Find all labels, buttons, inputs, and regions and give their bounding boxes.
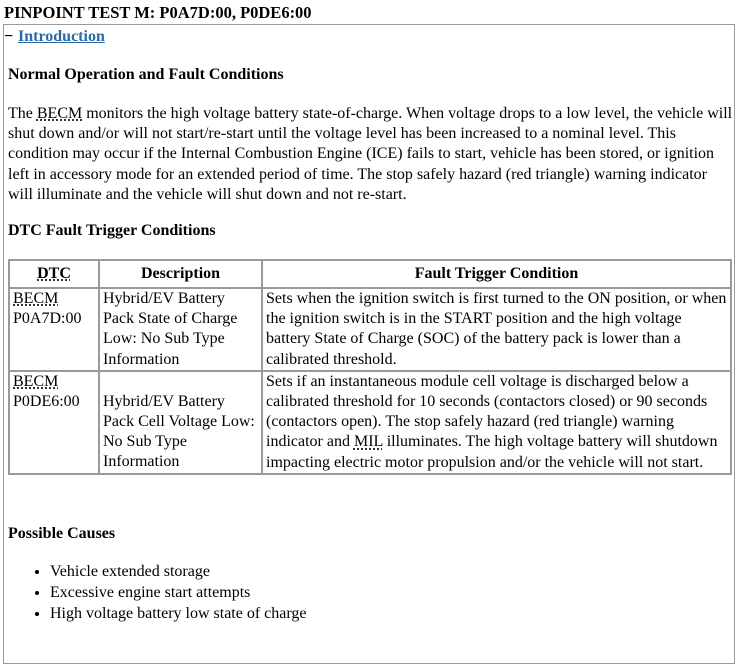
column-header-description: Description <box>99 260 262 288</box>
condition-text: Sets if an instantaneous module cell voltage is discharged below a calibrated threshold for 10 seconds (contactors closed) or 90 seconds (contactors open). The stop safely hazard (red triangle) warning indicator and <box>266 372 708 451</box>
list-item: • High voltage battery low state of charge <box>50 603 307 624</box>
table-row <box>9 371 731 474</box>
list-item: • Vehicle extended storage <box>50 561 307 582</box>
page-title: PINPOINT TEST M: P0A7D:00, P0DE6:00 <box>4 3 312 22</box>
condition-text: Sets when the ignition switch is first turned to the ON position, or when the ignition switch is in the START position and the high voltage battery State of Charge (SOC) of the battery pack is lower than a calibrated threshold. <box>266 290 727 368</box>
fault-trigger-cell <box>262 371 731 474</box>
dtc-cell <box>9 288 99 371</box>
description-cell: Hybrid/EV Battery Pack Cell Voltage Low: No Sub Type Information <box>99 371 262 474</box>
normal-operation-heading: Normal Operation and Fault Conditions <box>8 66 284 83</box>
introduction-link[interactable]: Introduction <box>18 28 105 45</box>
normal-text-part: monitors the high voltage battery state-of-charge. When voltage drops to a low level, the vehicle will shut down and/or will not start/re-start until the voltage level has been increased to a nominal level. This condition may occur if the Internal Combustion Engine (ICE) fails to start, vehicle has been stored, or ignition left in accessory mode for an extended period of time. The stop safely hazard (red triangle) warning indicator will illuminate and the vehicle will shut down and not re-start. <box>8 105 733 203</box>
possible-causes-list <box>8 561 307 624</box>
column-header-fault-trigger: Fault Trigger Condition <box>262 260 731 288</box>
normal-text-part: The <box>8 105 37 122</box>
possible-causes-heading: Possible Causes <box>8 525 116 542</box>
table-header-row <box>9 260 731 288</box>
dtc-abbreviation[interactable]: DTC <box>37 264 71 282</box>
list-item: • Excessive engine start attempts <box>50 582 307 603</box>
collapse-icon[interactable]: − <box>4 28 14 45</box>
condition-text: illuminates. The high voltage battery will shutdown impacting electric motor propulsion and/or the vehicle will not start. <box>266 433 718 471</box>
normal-operation-text <box>8 104 734 205</box>
table-row <box>9 288 731 371</box>
dtc-table <box>8 259 732 475</box>
dtc-cell <box>9 371 99 474</box>
dtc-code: P0DE6:00 <box>13 393 80 411</box>
dtc-fault-trigger-heading: DTC Fault Trigger Conditions <box>8 222 216 239</box>
fault-trigger-cell <box>262 288 731 371</box>
description-cell: Hybrid/EV Battery Pack State of Charge Low: No Sub Type Information <box>99 288 262 371</box>
becm-abbreviation[interactable]: BECM <box>13 290 59 307</box>
becm-abbreviation[interactable]: BECM <box>36 105 83 122</box>
introduction-toggle-row <box>4 27 105 47</box>
becm-abbreviation[interactable]: BECM <box>13 372 59 390</box>
dtc-code: P0A7D:00 <box>13 310 82 328</box>
mil-abbreviation[interactable]: MIL <box>353 433 383 451</box>
column-header-dtc <box>9 260 99 288</box>
